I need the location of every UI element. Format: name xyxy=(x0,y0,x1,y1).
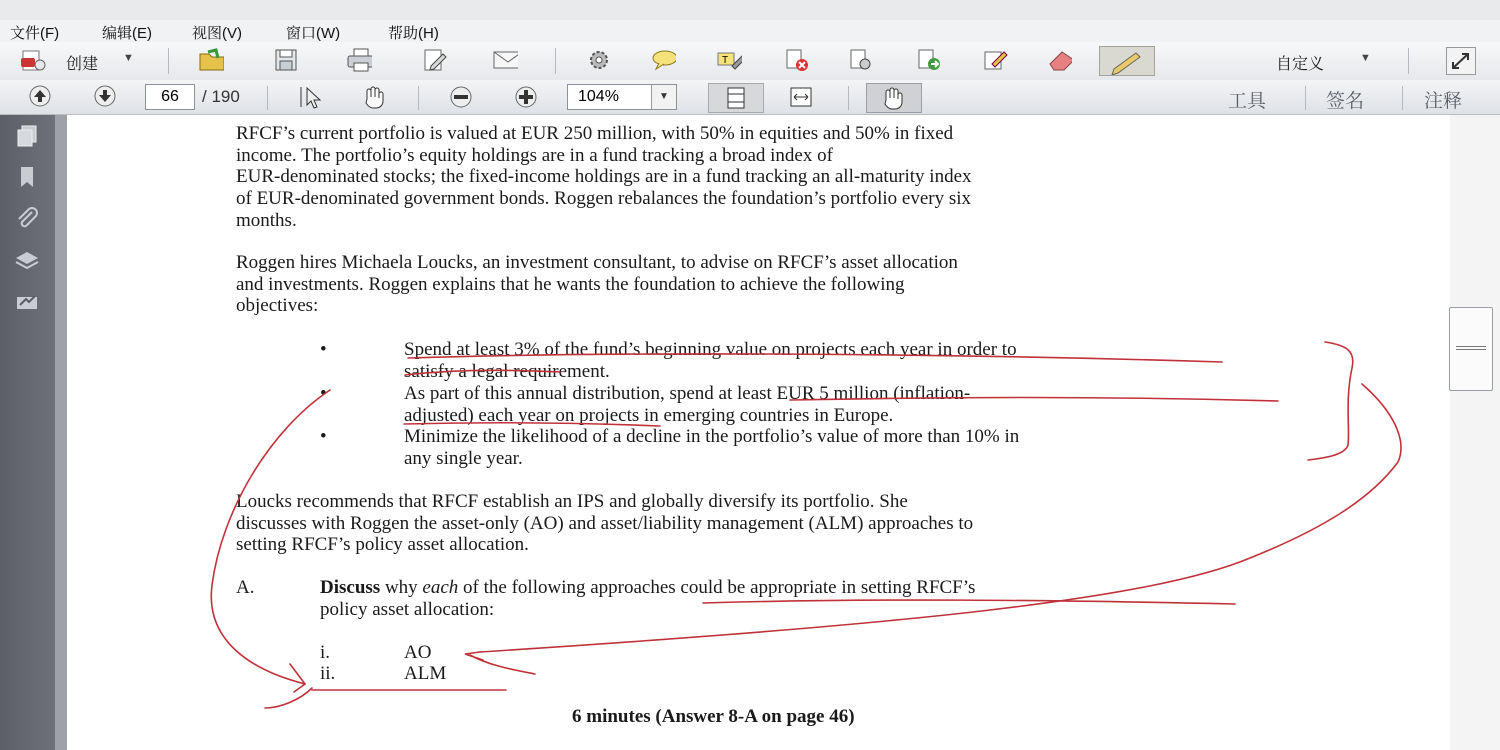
italic-text: each xyxy=(422,577,459,598)
text-line: Minimize the likelihood of a decline in the portfolio’s value of more than 10% in xyxy=(404,426,1020,447)
text-line: months. xyxy=(236,209,297,231)
page-number-input[interactable]: 66 xyxy=(145,84,195,110)
chevron-down-icon[interactable]: ▼ xyxy=(123,52,134,64)
text-line: discusses with Roggen the asset-only (AO) and asset/liability management (ALM) approaches to xyxy=(236,512,974,534)
bullet-dot: • xyxy=(320,339,327,360)
text-line: As part of this annual distribution, spend at least EUR 5 million (inflation- xyxy=(404,383,971,404)
item-label: AO xyxy=(404,642,432,663)
menu-view[interactable]: 视图(V) xyxy=(192,25,242,42)
text-span: of the following approaches could be appropriate in setting RFCF’s xyxy=(458,577,976,598)
page-total: / 190 xyxy=(202,87,240,106)
text-line: EUR-denominated stocks; the fixed-income holdings are in a fund tracking an all-maturity index xyxy=(236,166,972,188)
menu-edit[interactable]: 编辑(E) xyxy=(102,25,152,42)
tab-sign[interactable]: 签名 xyxy=(1326,91,1365,112)
menu-window[interactable]: 窗口(W) xyxy=(286,25,341,42)
customize-button[interactable]: 自定义 xyxy=(1276,56,1325,73)
text-line: income. The portfolio’s equity holdings are in a fund tracking a broad index of xyxy=(236,144,833,166)
text-line: Spend at least 3% of the fund’s beginning value on projects each year in order to xyxy=(404,339,1017,360)
text-line: Loucks recommends that RFCF establish an IPS and globally diversify its portfolio. She xyxy=(236,491,908,512)
item-label: ALM xyxy=(404,663,447,684)
text-line: setting RFCF’s policy asset allocation. xyxy=(236,534,529,556)
text-span: why xyxy=(380,577,423,598)
bullet-dot: • xyxy=(320,383,327,404)
text-line: of EUR-denominated government bonds. Roggen rebalances the foundation’s portfolio every six xyxy=(236,188,972,210)
text-line: policy asset allocation: xyxy=(320,598,495,620)
text-line: any single year. xyxy=(404,447,523,469)
item-number: ii. xyxy=(320,663,336,684)
menu-help[interactable]: 帮助(H) xyxy=(388,25,439,42)
bold-text: Discuss xyxy=(320,577,381,598)
tab-tools[interactable]: 工具 xyxy=(1228,91,1267,112)
create-button[interactable]: 创建 xyxy=(66,56,99,73)
zoom-value: 104% xyxy=(578,88,619,105)
text-line: and investments. Roggen explains that he wants the foundation to achieve the following xyxy=(236,273,905,295)
chevron-down-icon[interactable]: ▼ xyxy=(651,85,676,109)
text-line: adjusted) each year on projects in emerging countries in Europe. xyxy=(404,404,894,426)
text-line: objectives: xyxy=(236,295,319,317)
tab-comment[interactable]: 注释 xyxy=(1424,91,1463,112)
question-letter: A. xyxy=(236,577,255,598)
text-line: Roggen hires Michaela Loucks, an investment consultant, to advise on RFCF’s asset allocation xyxy=(236,252,958,273)
chevron-down-icon[interactable]: ▼ xyxy=(1360,52,1371,64)
time-answer-note: 6 minutes (Answer 8-A on page 46) xyxy=(572,706,855,727)
item-number: i. xyxy=(320,642,331,663)
svg-text:T: T xyxy=(722,55,729,66)
text-line: RFCF’s current portfolio is valued at EUR 250 million, with 50% in equities and 50% in fixed xyxy=(236,123,954,144)
menu-file[interactable]: 文件(F) xyxy=(10,25,60,42)
bullet-dot: • xyxy=(320,426,327,447)
text-line: satisfy a legal requirement. xyxy=(404,360,610,382)
